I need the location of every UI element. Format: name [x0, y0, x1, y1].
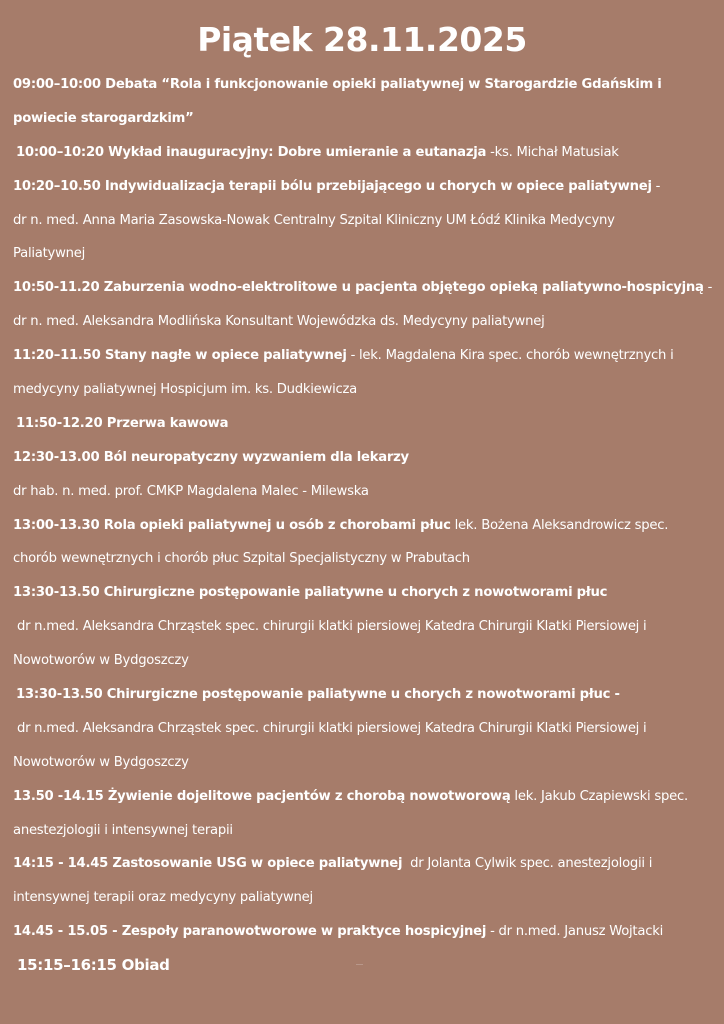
agenda-item-speaker-cont: Nowotworów w Bydgoszczy	[13, 754, 189, 770]
agenda-item-paraneoplastic	[13, 915, 717, 949]
agenda-item-surgery-2	[13, 678, 717, 780]
agenda-item-neuropathic-pain	[13, 441, 717, 509]
agenda-item-speaker-cont: intensywnej terapii oraz medycyny paliatywnej	[13, 890, 313, 906]
agenda-item-speaker: dr hab. n. med. prof. CMKP Magdalena Malec - Milewska	[13, 483, 369, 499]
agenda-item-lunch: 15:15–16:15 Obiad	[17, 956, 170, 974]
agenda-item-electrolytes	[13, 271, 717, 339]
agenda-item-enteral-nutrition	[13, 780, 717, 848]
agenda-item-title: 13:30-13.50 Chirurgiczne postępowanie paliatywne u chorych z nowotworami płuc	[13, 585, 608, 601]
agenda-list	[13, 68, 717, 949]
agenda-item-title: 13.50 -14.15 Żywienie dojelitowe pacjentów z chorobą nowotworową	[13, 788, 511, 804]
divider	[356, 964, 363, 965]
agenda-item-speaker-cont: Nowotworów w Bydgoszczy	[13, 653, 189, 669]
agenda-item-speaker: dr n. med. Anna Maria Zasowska-Nowak Centralny Szpital Kliniczny UM Łódź Klinika Medycyny	[13, 212, 615, 228]
agenda-item-debate	[13, 68, 717, 136]
agenda-item-coffee-break	[13, 407, 717, 441]
agenda-item-title: 13:30-13.50 Chirurgiczne postępowanie paliatywne u chorych z nowotworami płuc -	[16, 687, 620, 703]
agenda-item-speaker: lek. Bożena Aleksandrowicz spec.	[450, 517, 669, 533]
agenda-item-title: 11:20–11.50 Stany nagłe w opiece paliatywnej	[13, 348, 347, 364]
agenda-item-separator: -	[651, 178, 661, 194]
agenda-item-usg	[13, 847, 717, 915]
agenda-item-title-cont: powiecie starogardzkim”	[13, 110, 194, 126]
agenda-item-title: 10:20–10.50 Indywidualizacja terapii bólu przebijającego u chorych w opiece paliatywnej	[13, 178, 652, 194]
agenda-item-lecture	[13, 136, 717, 170]
agenda-item-title: 09:00–10:00 Debata “Rola i funkcjonowanie opieki paliatywnej w Starogardzie Gdańskim i	[13, 77, 662, 92]
agenda-item-speaker-cont: medycyny paliatywnej Hospicjum im. ks. Dudkiewicza	[13, 382, 357, 398]
agenda-item-pain-therapy	[13, 170, 717, 272]
page-title: Piątek 28.11.2025	[197, 20, 527, 59]
agenda-item-speaker: dr n.med. Aleksandra Chrząstek spec. chirurgii klatki piersiowej Katedra Chirurgii Klatki Piersiowej i	[13, 619, 647, 635]
agenda-item-speaker: -ks. Michał Matusiak	[486, 144, 619, 160]
agenda-item-lung-diseases	[13, 509, 717, 577]
agenda-item-title: 10:50-11.20 Zaburzenia wodno-elektrolitowe u pacjenta objętego opieką paliatywno-hospicyjną	[13, 280, 704, 296]
agenda-item-title: 14.45 - 15.05 - Zespoły paranowotworowe w praktyce hospicyjnej	[13, 924, 487, 940]
agenda-item-separator: -	[703, 280, 713, 296]
agenda-item-speaker: dr n.med. Aleksandra Chrząstek spec. chirurgii klatki piersiowej Katedra Chirurgii Klatki Piersiowej i	[13, 720, 647, 736]
agenda-item-title: 14:15 - 14.45 Zastosowanie USG w opiece paliatywnej	[13, 856, 403, 872]
agenda-item-speaker-cont: chorób wewnętrznych i chorób płuc Szpital Specjalistyczny w Prabutach	[13, 551, 470, 567]
agenda-item-speaker-cont: Paliatywnej	[13, 246, 85, 262]
agenda-item-speaker: dr Jolanta Cylwik spec. anestezjologii i	[402, 856, 653, 872]
agenda-item-emergencies	[13, 339, 717, 407]
agenda-item-title: 11:50-12.20 Przerwa kawowa	[16, 415, 229, 431]
agenda-item-speaker: - lek. Magdalena Kira spec. chorób wewnętrznych i	[346, 348, 674, 364]
agenda-item-surgery-1	[13, 576, 717, 678]
agenda-item-speaker: - dr n.med. Janusz Wojtacki	[486, 924, 663, 940]
agenda-item-speaker-cont: anestezjologii i intensywnej terapii	[13, 822, 233, 838]
agenda-item-title: 10:00–10:20 Wykład inauguracyjny: Dobre umieranie a eutanazja	[16, 144, 487, 160]
agenda-item-title: 13:00-13.30 Rola opieki paliatywnej u osób z chorobami płuc	[13, 517, 451, 533]
agenda-item-speaker: lek. Jakub Czapiewski spec.	[510, 788, 688, 804]
agenda-item-speaker: dr n. med. Aleksandra Modlińska Konsultant Wojewódzka ds. Medycyny paliatywnej	[13, 314, 545, 330]
agenda-item-title: 12:30-13.00 Ból neuropatyczny wyzwaniem dla lekarzy	[13, 449, 409, 465]
